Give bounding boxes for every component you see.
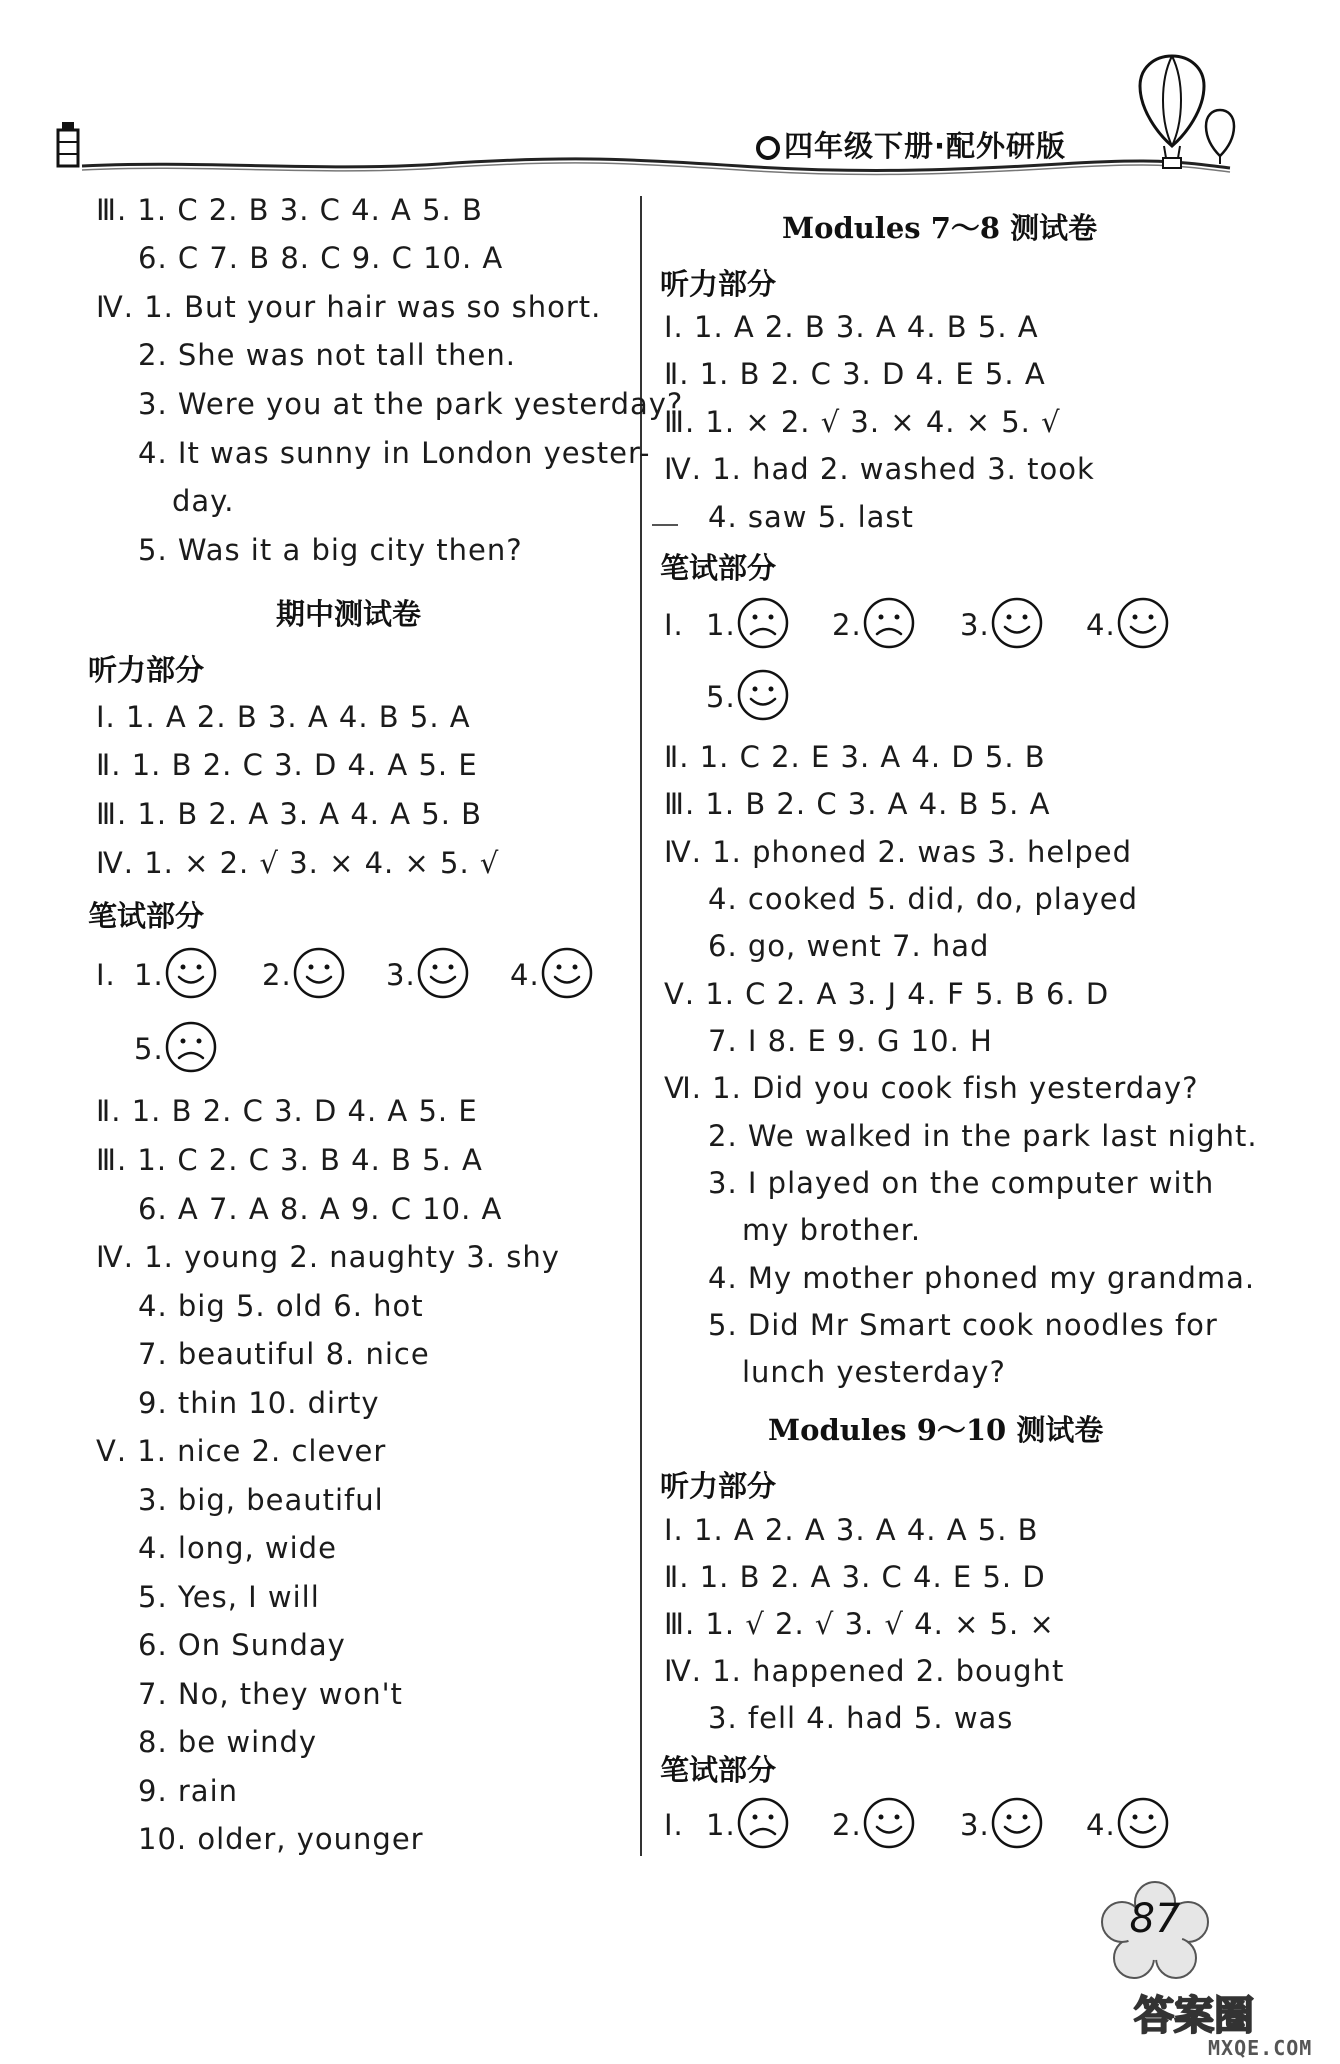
modules-9-10-title: Modules 9～10 测试卷 — [768, 1413, 1104, 1447]
smiley-face-icon — [990, 596, 1044, 654]
sad-face-icon — [164, 1020, 218, 1078]
answer-line: Ⅳ. 1. happened 2. bought — [664, 1654, 1065, 1688]
answer-line: 7. No, they won't — [138, 1677, 403, 1711]
answer-line: Ⅳ. 1. had 2. washed 3. took — [664, 452, 1095, 486]
book-edition-title — [756, 124, 1066, 165]
answer-line: Ⅴ. 1. nice 2. clever — [96, 1434, 387, 1468]
face-number-label: 3. — [960, 608, 990, 642]
listening-heading: 听力部分 — [88, 653, 205, 687]
smiley-face-icon — [164, 946, 218, 1004]
face-number-label: 3. — [960, 1808, 990, 1842]
face-number-label: 2. — [832, 1808, 862, 1842]
answer-line: Ⅴ. 1. C 2. A 3. J 4. F 5. B 6. D — [664, 977, 1110, 1011]
answer-line: 2. She was not tall then. — [138, 338, 516, 372]
answer-line: 3. fell 4. had 5. was — [708, 1701, 1014, 1735]
answer-line: Ⅱ. 1. B 2. C 3. D 4. A 5. E — [96, 748, 478, 782]
book-edition-text: 四年级下册·配外研版 — [784, 129, 1067, 163]
answer-line: 4. It was sunny in London yester- — [138, 436, 651, 470]
answer-line: 5. Was it a big city then? — [138, 533, 523, 567]
answer-line: 6. go, went 7. had — [708, 929, 990, 963]
answer-line: day. — [172, 484, 235, 518]
smiley-face-icon — [862, 1796, 916, 1854]
sad-face-icon — [736, 1796, 790, 1854]
answer-line: Ⅳ. 1. But your hair was so short. — [96, 290, 602, 324]
answer-line: 6. On Sunday — [138, 1628, 346, 1662]
answer-line: 9. thin 10. dirty — [138, 1386, 380, 1420]
answer-line: Ⅲ. 1. √ 2. √ 3. √ 4. × 5. × — [664, 1607, 1055, 1641]
answer-line: 3. Were you at the park yesterday? — [138, 387, 684, 421]
answer-line: my brother. — [742, 1213, 922, 1247]
faces-prefix: Ⅰ. — [664, 608, 684, 642]
page-number: 87 — [1129, 1896, 1181, 1942]
answer-line: Ⅲ. 1. C 2. C 3. B 4. B 5. A — [96, 1143, 483, 1177]
svg-text:答案圈: 答案圈 — [1134, 1993, 1254, 2039]
page-header — [0, 0, 1340, 190]
answer-line: 3. I played on the computer with — [708, 1166, 1215, 1200]
face-number-label: 4. — [1086, 608, 1116, 642]
answer-line: 6. C 7. B 8. C 9. C 10. A — [138, 241, 504, 275]
answer-line: Ⅲ. 1. B 2. A 3. A 4. A 5. B — [96, 797, 483, 831]
sad-face-icon — [736, 596, 790, 654]
face-number-label: 4. — [510, 958, 540, 992]
answer-line: 5. Yes, I will — [138, 1580, 320, 1614]
answer-line: Ⅳ. 1. young 2. naughty 3. shy — [96, 1240, 560, 1274]
face-number-label: 5. — [706, 680, 736, 714]
modules-7-8-title: Modules 7～8 测试卷 — [782, 211, 1098, 245]
written-heading: 笔试部分 — [660, 551, 777, 585]
face-number-label: 1. — [706, 1808, 736, 1842]
header-decoration — [0, 0, 1340, 190]
page-number-badge — [1100, 1880, 1210, 1980]
face-number-label: 1. — [706, 608, 736, 642]
midterm-section-title: 期中测试卷 — [276, 597, 422, 631]
face-number-label: 2. — [832, 608, 862, 642]
answer-line: 4. long, wide — [138, 1531, 337, 1565]
written-heading: 笔试部分 — [88, 899, 205, 933]
faces-prefix: Ⅰ. — [96, 958, 116, 992]
answer-line: Ⅰ. 1. A 2. A 3. A 4. A 5. B — [664, 1513, 1039, 1547]
smiley-face-icon — [736, 668, 790, 726]
circle-mark-icon — [756, 136, 780, 160]
watermark-site: MXQE.COM — [1208, 2036, 1313, 2060]
answer-line: Ⅱ. 1. B 2. A 3. C 4. E 5. D — [664, 1560, 1046, 1594]
face-number-label: 1. — [134, 958, 164, 992]
faces-prefix: Ⅰ. — [664, 1808, 684, 1842]
answer-line: 8. be windy — [138, 1725, 318, 1759]
dash-mark — [652, 524, 678, 526]
smiley-face-icon — [990, 1796, 1044, 1854]
answer-line: Ⅳ. 1. × 2. √ 3. × 4. × 5. √ — [96, 846, 500, 880]
answer-line: lunch yesterday? — [742, 1355, 1006, 1389]
side-tag-icon — [58, 122, 78, 166]
answer-line: 2. We walked in the park last night. — [708, 1119, 1258, 1153]
written-heading: 笔试部分 — [660, 1753, 777, 1787]
answer-line: 4. big 5. old 6. hot — [138, 1289, 424, 1323]
answer-line: 7. I 8. E 9. G 10. H — [708, 1024, 993, 1058]
answer-line: 4. My mother phoned my grandma. — [708, 1261, 1256, 1295]
answer-line: 5. Did Mr Smart cook noodles for — [708, 1308, 1218, 1342]
answer-line: Ⅳ. 1. phoned 2. was 3. helped — [664, 835, 1132, 869]
answer-line: Ⅰ. 1. A 2. B 3. A 4. B 5. A — [96, 700, 471, 734]
answer-line: 7. beautiful 8. nice — [138, 1337, 430, 1371]
listening-heading: 听力部分 — [660, 1469, 777, 1503]
face-number-label: 4. — [1086, 1808, 1116, 1842]
answer-line: 10. older, younger — [138, 1822, 424, 1856]
answer-line: Ⅰ. 1. A 2. B 3. A 4. B 5. A — [664, 310, 1039, 344]
smiley-face-icon — [540, 946, 594, 1004]
smiley-face-icon — [292, 946, 346, 1004]
hot-air-balloon-icon — [1140, 56, 1234, 168]
answer-line: 3. big, beautiful — [138, 1483, 384, 1517]
answer-line: Ⅱ. 1. B 2. C 3. D 4. A 5. E — [96, 1094, 478, 1128]
face-number-label: 2. — [262, 958, 292, 992]
answer-line: Ⅲ. 1. × 2. √ 3. × 4. × 5. √ — [664, 405, 1061, 439]
answer-line: Ⅱ. 1. B 2. C 3. D 4. E 5. A — [664, 357, 1046, 391]
answer-line: Ⅱ. 1. C 2. E 3. A 4. D 5. B — [664, 740, 1046, 774]
face-number-label: 5. — [134, 1032, 164, 1066]
answer-line: 6. A 7. A 8. A 9. C 10. A — [138, 1192, 503, 1226]
listening-heading: 听力部分 — [660, 267, 777, 301]
answer-line: Ⅲ. 1. C 2. B 3. C 4. A 5. B — [96, 193, 483, 227]
smiley-face-icon — [1116, 1796, 1170, 1854]
sad-face-icon — [862, 596, 916, 654]
face-number-label: 3. — [386, 958, 416, 992]
smiley-face-icon — [1116, 596, 1170, 654]
answer-line: 9. rain — [138, 1774, 239, 1808]
answer-line: Ⅵ. 1. Did you cook fish yesterday? — [664, 1071, 1199, 1105]
answer-line: 4. saw 5. last — [708, 500, 914, 534]
answer-line: 4. cooked 5. did, do, played — [708, 882, 1138, 916]
smiley-face-icon — [416, 946, 470, 1004]
answer-line: Ⅲ. 1. B 2. C 3. A 4. B 5. A — [664, 787, 1051, 821]
